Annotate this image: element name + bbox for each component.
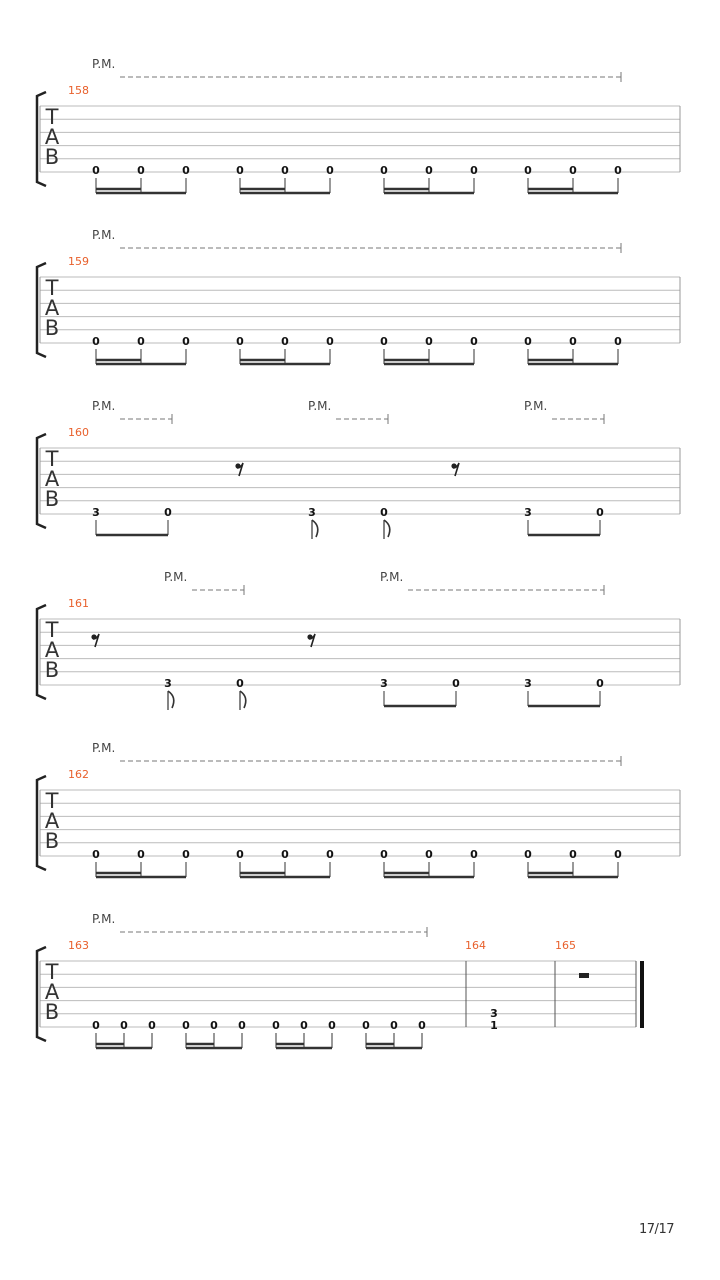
fret-number: 3 (92, 506, 100, 519)
fret-number: 0 (614, 335, 622, 348)
fret-number: 3 (164, 677, 172, 690)
tab-letter-t: T (45, 960, 59, 984)
fret-number: 0 (236, 677, 244, 690)
fret-number: 0 (210, 1019, 218, 1032)
fret-number: 0 (236, 335, 244, 348)
tab-letter-t: T (45, 447, 59, 471)
fret-number: 0 (425, 164, 433, 177)
fret-number: 0 (326, 335, 334, 348)
note-flag (240, 691, 246, 708)
fret-number: 0 (272, 1019, 280, 1032)
whole-rest (579, 973, 589, 978)
palm-mute-label: P.M. (92, 228, 116, 242)
tab-letter-t: T (45, 105, 59, 129)
tab-letter-a: A (44, 980, 60, 1004)
tab-letter-t: T (45, 618, 59, 642)
fret-number: 0 (281, 335, 289, 348)
fret-number: 0 (92, 335, 100, 348)
tab-system-163 (37, 912, 644, 1048)
tab-letter-b: B (44, 829, 60, 853)
fret-number: 0 (614, 164, 622, 177)
palm-mute-label: P.M. (524, 399, 548, 413)
fret-number: 0 (380, 335, 388, 348)
tab-letter-a: A (44, 296, 60, 320)
fret-number: 0 (569, 164, 577, 177)
palm-mute-label: P.M. (92, 399, 116, 413)
fret-number: 0 (92, 164, 100, 177)
fret-number: 0 (418, 1019, 426, 1032)
measure-number: 160 (68, 426, 89, 439)
tab-system-158 (37, 57, 680, 193)
fret-number: 0 (236, 848, 244, 861)
tab-letter-a: A (44, 809, 60, 833)
fret-number: 0 (380, 506, 388, 519)
tab-letter-b: B (44, 145, 60, 169)
fret-number: 0 (326, 164, 334, 177)
tab-letter-t: T (45, 276, 59, 300)
fret-number: 0 (569, 848, 577, 861)
fret-number: 0 (596, 506, 604, 519)
palm-mute-label: P.M. (380, 570, 404, 584)
note-flag (384, 520, 390, 537)
final-barline-thick (640, 961, 644, 1028)
measure-number: 161 (68, 597, 89, 610)
tab-system-161 (37, 570, 680, 710)
tab-system-159 (37, 228, 680, 364)
tab-letter-b: B (44, 487, 60, 511)
palm-mute-label: P.M. (164, 570, 188, 584)
fret-number: 0 (238, 1019, 246, 1032)
fret-number: 0 (137, 164, 145, 177)
fret-number: 0 (182, 164, 190, 177)
fret-number: 0 (164, 506, 172, 519)
tab-letter-b: B (44, 658, 60, 682)
measure-number: 159 (68, 255, 89, 268)
note-flag (312, 520, 318, 537)
fret-number: 0 (182, 335, 190, 348)
fret-number: 0 (281, 164, 289, 177)
fret-number: 0 (470, 164, 478, 177)
palm-mute-label: P.M. (92, 741, 116, 755)
fret-number: 0 (380, 848, 388, 861)
fret-number: 0 (326, 848, 334, 861)
page-number: 17/17 (639, 1222, 674, 1237)
fret-number: 1 (490, 1019, 498, 1032)
fret-number: 0 (92, 1019, 100, 1032)
fret-number: 0 (362, 1019, 370, 1032)
tab-letter-a: A (44, 467, 60, 491)
fret-number: 3 (524, 677, 532, 690)
fret-number: 0 (137, 335, 145, 348)
measure-number: 164 (465, 939, 486, 952)
fret-number: 0 (182, 848, 190, 861)
measure-number: 165 (555, 939, 576, 952)
fret-number: 3 (308, 506, 316, 519)
tab-letter-b: B (44, 1000, 60, 1024)
fret-number: 0 (524, 335, 532, 348)
fret-number: 0 (236, 164, 244, 177)
fret-number: 0 (148, 1019, 156, 1032)
fret-number: 0 (137, 848, 145, 861)
fret-number: 0 (120, 1019, 128, 1032)
fret-number: 0 (182, 1019, 190, 1032)
tab-letter-b: B (44, 316, 60, 340)
measure-number: 162 (68, 768, 89, 781)
fret-number: 0 (425, 335, 433, 348)
fret-number: 0 (569, 335, 577, 348)
note-flag (168, 691, 174, 708)
fret-number: 0 (92, 848, 100, 861)
fret-number: 0 (425, 848, 433, 861)
fret-number: 3 (380, 677, 388, 690)
tab-system-162 (37, 741, 680, 877)
fret-number: 0 (380, 164, 388, 177)
fret-number: 0 (614, 848, 622, 861)
palm-mute-label: P.M. (308, 399, 332, 413)
palm-mute-label: P.M. (92, 57, 116, 71)
fret-number: 0 (596, 677, 604, 690)
measure-number: 158 (68, 84, 89, 97)
measure-number: 163 (68, 939, 89, 952)
tab-letter-a: A (44, 125, 60, 149)
fret-number: 0 (300, 1019, 308, 1032)
page-current: 17 (639, 1222, 655, 1237)
fret-number: 0 (524, 848, 532, 861)
page-total: 17 (658, 1222, 674, 1237)
fret-number: 0 (470, 848, 478, 861)
palm-mute-label: P.M. (92, 912, 116, 926)
fret-number: 0 (452, 677, 460, 690)
tab-system-160 (37, 399, 680, 539)
fret-number: 0 (470, 335, 478, 348)
tab-letter-t: T (45, 789, 59, 813)
fret-number: 0 (390, 1019, 398, 1032)
fret-number: 0 (328, 1019, 336, 1032)
fret-number: 0 (524, 164, 532, 177)
fret-number: 3 (524, 506, 532, 519)
fret-number: 3 (490, 1007, 498, 1020)
tab-letter-a: A (44, 638, 60, 662)
fret-number: 0 (281, 848, 289, 861)
